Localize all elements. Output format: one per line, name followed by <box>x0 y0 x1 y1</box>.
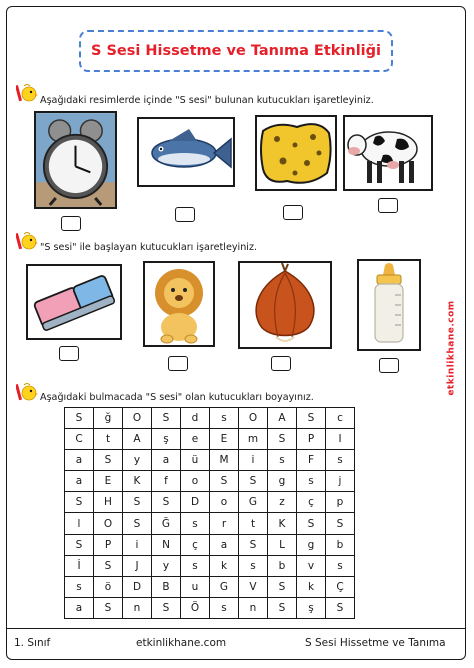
fish-icon <box>139 119 233 185</box>
puzzle-cell[interactable]: E <box>94 471 123 492</box>
question-2-text: "S sesi" ile başlayan kutucukları işaretleyiniz. <box>40 242 258 253</box>
puzzle-cell[interactable]: s <box>239 555 268 576</box>
puzzle-cell[interactable]: S <box>94 450 123 471</box>
puzzle-cell[interactable]: O <box>94 513 123 534</box>
puzzle-cell[interactable]: S <box>210 471 239 492</box>
letter-puzzle-grid <box>64 407 355 619</box>
baby-bottle-icon <box>359 261 419 349</box>
title-box <box>79 30 393 72</box>
puzzle-cell[interactable]: v <box>297 555 326 576</box>
puzzle-cell[interactable]: L <box>268 534 297 555</box>
checkbox-lion[interactable] <box>168 356 188 371</box>
puzzle-cell[interactable]: S <box>152 492 181 513</box>
puzzle-row <box>65 534 355 555</box>
puzzle-cell[interactable]: ğ <box>94 408 123 429</box>
puzzle-cell[interactable]: y <box>123 450 152 471</box>
footer-divider <box>6 628 466 629</box>
puzzle-cell[interactable]: C <box>65 429 94 450</box>
puzzle-cell[interactable]: H <box>94 492 123 513</box>
footer-site: etkinlikhane.com <box>136 637 227 649</box>
picture-fish <box>137 117 235 187</box>
puzzle-row <box>65 576 355 597</box>
puzzle-cell[interactable]: s <box>297 471 326 492</box>
puzzle-cell[interactable]: Ç <box>326 576 355 597</box>
puzzle-cell[interactable]: K <box>268 513 297 534</box>
cow-icon <box>345 117 431 189</box>
puzzle-cell[interactable]: V <box>239 576 268 597</box>
puzzle-cell[interactable]: g <box>268 471 297 492</box>
puzzle-cell[interactable]: P <box>297 429 326 450</box>
puzzle-cell[interactable]: o <box>210 492 239 513</box>
footer-topic: S Sesi Hissetme ve Tanıma <box>305 637 446 649</box>
puzzle-cell[interactable]: ç <box>181 534 210 555</box>
eraser-icon <box>28 266 120 338</box>
puzzle-cell[interactable]: S <box>239 471 268 492</box>
puzzle-cell[interactable]: t <box>94 429 123 450</box>
puzzle-cell[interactable]: t <box>239 513 268 534</box>
puzzle-cell[interactable]: S <box>65 492 94 513</box>
puzzle-cell[interactable]: F <box>297 450 326 471</box>
puzzle-cell[interactable]: S <box>65 408 94 429</box>
puzzle-cell[interactable]: ü <box>181 450 210 471</box>
lion-icon <box>145 263 213 345</box>
question-3-text: Aşağıdaki bulmacada "S sesi" olan kutucukları boyayınız. <box>40 392 314 403</box>
puzzle-cell[interactable]: i <box>239 450 268 471</box>
puzzle-row <box>65 408 355 429</box>
puzzle-cell[interactable]: ö <box>94 576 123 597</box>
puzzle-cell[interactable]: S <box>268 597 297 618</box>
puzzle-cell[interactable]: S <box>152 408 181 429</box>
picture-sponge <box>255 115 337 191</box>
chick-pencil-icon <box>16 230 38 252</box>
puzzle-cell[interactable]: K <box>123 471 152 492</box>
puzzle-cell[interactable]: e <box>181 429 210 450</box>
puzzle-cell[interactable]: m <box>239 429 268 450</box>
puzzle-cell[interactable]: A <box>268 408 297 429</box>
puzzle-cell[interactable]: f <box>152 471 181 492</box>
puzzle-cell[interactable]: M <box>210 450 239 471</box>
puzzle-cell[interactable]: E <box>210 429 239 450</box>
puzzle-cell[interactable]: g <box>297 534 326 555</box>
chick-pencil-icon <box>16 381 38 403</box>
puzzle-cell[interactable]: c <box>326 408 355 429</box>
puzzle-cell[interactable]: Ö <box>181 597 210 618</box>
puzzle-cell[interactable]: b <box>326 534 355 555</box>
puzzle-cell[interactable]: Ğ <box>152 513 181 534</box>
puzzle-cell[interactable]: İ <box>65 555 94 576</box>
puzzle-cell[interactable]: ç <box>297 492 326 513</box>
checkbox-onion[interactable] <box>271 356 291 371</box>
puzzle-cell[interactable]: S <box>65 534 94 555</box>
checkbox-cow[interactable] <box>378 198 398 213</box>
puzzle-cell[interactable]: n <box>239 597 268 618</box>
puzzle-cell[interactable]: y <box>152 555 181 576</box>
puzzle-cell[interactable]: s <box>181 513 210 534</box>
puzzle-cell[interactable]: a <box>210 534 239 555</box>
puzzle-cell[interactable]: J <box>123 555 152 576</box>
side-watermark: etkinlikhane.com <box>447 300 458 396</box>
puzzle-cell[interactable]: O <box>239 408 268 429</box>
puzzle-cell[interactable]: I <box>326 429 355 450</box>
puzzle-cell[interactable]: s <box>210 597 239 618</box>
puzzle-cell[interactable]: b <box>268 555 297 576</box>
puzzle-cell[interactable]: o <box>181 471 210 492</box>
puzzle-cell[interactable]: s <box>210 408 239 429</box>
checkbox-sponge[interactable] <box>283 205 303 220</box>
puzzle-cell[interactable]: D <box>181 492 210 513</box>
picture-lion <box>143 261 215 347</box>
checkbox-baby-bottle[interactable] <box>379 358 399 373</box>
puzzle-cell[interactable]: s <box>181 555 210 576</box>
question-1-text: Aşağıdaki resimlerde içinde "S sesi" bulunan kutucukları işaretleyiniz. <box>40 95 374 106</box>
alarm-clock-icon <box>36 113 115 207</box>
puzzle-cell[interactable]: S <box>123 513 152 534</box>
footer-grade: 1. Sınıf <box>14 637 51 649</box>
puzzle-cell[interactable]: S <box>326 513 355 534</box>
puzzle-cell[interactable]: p <box>326 492 355 513</box>
checkbox-eraser[interactable] <box>59 346 79 361</box>
puzzle-cell[interactable]: a <box>65 597 94 618</box>
puzzle-row <box>65 471 355 492</box>
puzzle-cell[interactable]: d <box>181 408 210 429</box>
puzzle-row <box>65 429 355 450</box>
puzzle-cell[interactable]: a <box>65 471 94 492</box>
puzzle-cell[interactable]: N <box>152 534 181 555</box>
picture-onion <box>238 261 332 349</box>
puzzle-cell[interactable]: ş <box>297 597 326 618</box>
puzzle-cell[interactable]: a <box>65 450 94 471</box>
chick-pencil-icon <box>16 82 38 104</box>
puzzle-cell[interactable]: O <box>123 408 152 429</box>
puzzle-cell[interactable]: S <box>268 429 297 450</box>
puzzle-cell[interactable]: i <box>123 534 152 555</box>
puzzle-cell[interactable]: S <box>297 513 326 534</box>
puzzle-cell[interactable]: s <box>326 555 355 576</box>
puzzle-cell[interactable]: k <box>297 576 326 597</box>
picture-cow <box>343 115 433 191</box>
puzzle-cell[interactable]: S <box>123 492 152 513</box>
puzzle-cell[interactable]: S <box>152 597 181 618</box>
puzzle-cell[interactable]: S <box>326 597 355 618</box>
picture-baby-bottle <box>357 259 421 351</box>
puzzle-cell[interactable]: A <box>123 429 152 450</box>
puzzle-cell[interactable]: S <box>239 534 268 555</box>
puzzle-cell[interactable]: ş <box>152 429 181 450</box>
puzzle-cell[interactable]: u <box>181 576 210 597</box>
puzzle-cell[interactable]: P <box>94 534 123 555</box>
puzzle-cell[interactable]: k <box>210 555 239 576</box>
puzzle-cell[interactable]: r <box>210 513 239 534</box>
puzzle-cell[interactable]: B <box>152 576 181 597</box>
puzzle-cell[interactable]: l <box>65 513 94 534</box>
picture-alarm-clock <box>34 111 117 209</box>
puzzle-cell[interactable]: S <box>297 408 326 429</box>
page-title: S Sesi Hissetme ve Tanıma Etkinliği <box>91 43 381 59</box>
puzzle-cell[interactable]: s <box>268 450 297 471</box>
puzzle-cell[interactable]: n <box>123 597 152 618</box>
puzzle-row <box>65 492 355 513</box>
puzzle-cell[interactable]: s <box>65 576 94 597</box>
puzzle-cell[interactable]: z <box>268 492 297 513</box>
checkbox-alarm-clock[interactable] <box>61 216 81 231</box>
puzzle-row <box>65 450 355 471</box>
puzzle-cell[interactable]: j <box>326 471 355 492</box>
puzzle-row <box>65 555 355 576</box>
puzzle-cell[interactable]: s <box>326 450 355 471</box>
puzzle-cell[interactable]: S <box>94 597 123 618</box>
puzzle-cell[interactable]: D <box>123 576 152 597</box>
checkbox-fish[interactable] <box>175 207 195 222</box>
puzzle-cell[interactable]: S <box>94 555 123 576</box>
onion-icon <box>240 263 330 347</box>
puzzle-row <box>65 513 355 534</box>
sponge-icon <box>257 117 335 189</box>
puzzle-cell[interactable]: G <box>239 492 268 513</box>
puzzle-cell[interactable]: a <box>152 450 181 471</box>
puzzle-row <box>65 597 355 618</box>
picture-eraser <box>26 264 122 340</box>
puzzle-cell[interactable]: S <box>268 576 297 597</box>
puzzle-cell[interactable]: G <box>210 576 239 597</box>
